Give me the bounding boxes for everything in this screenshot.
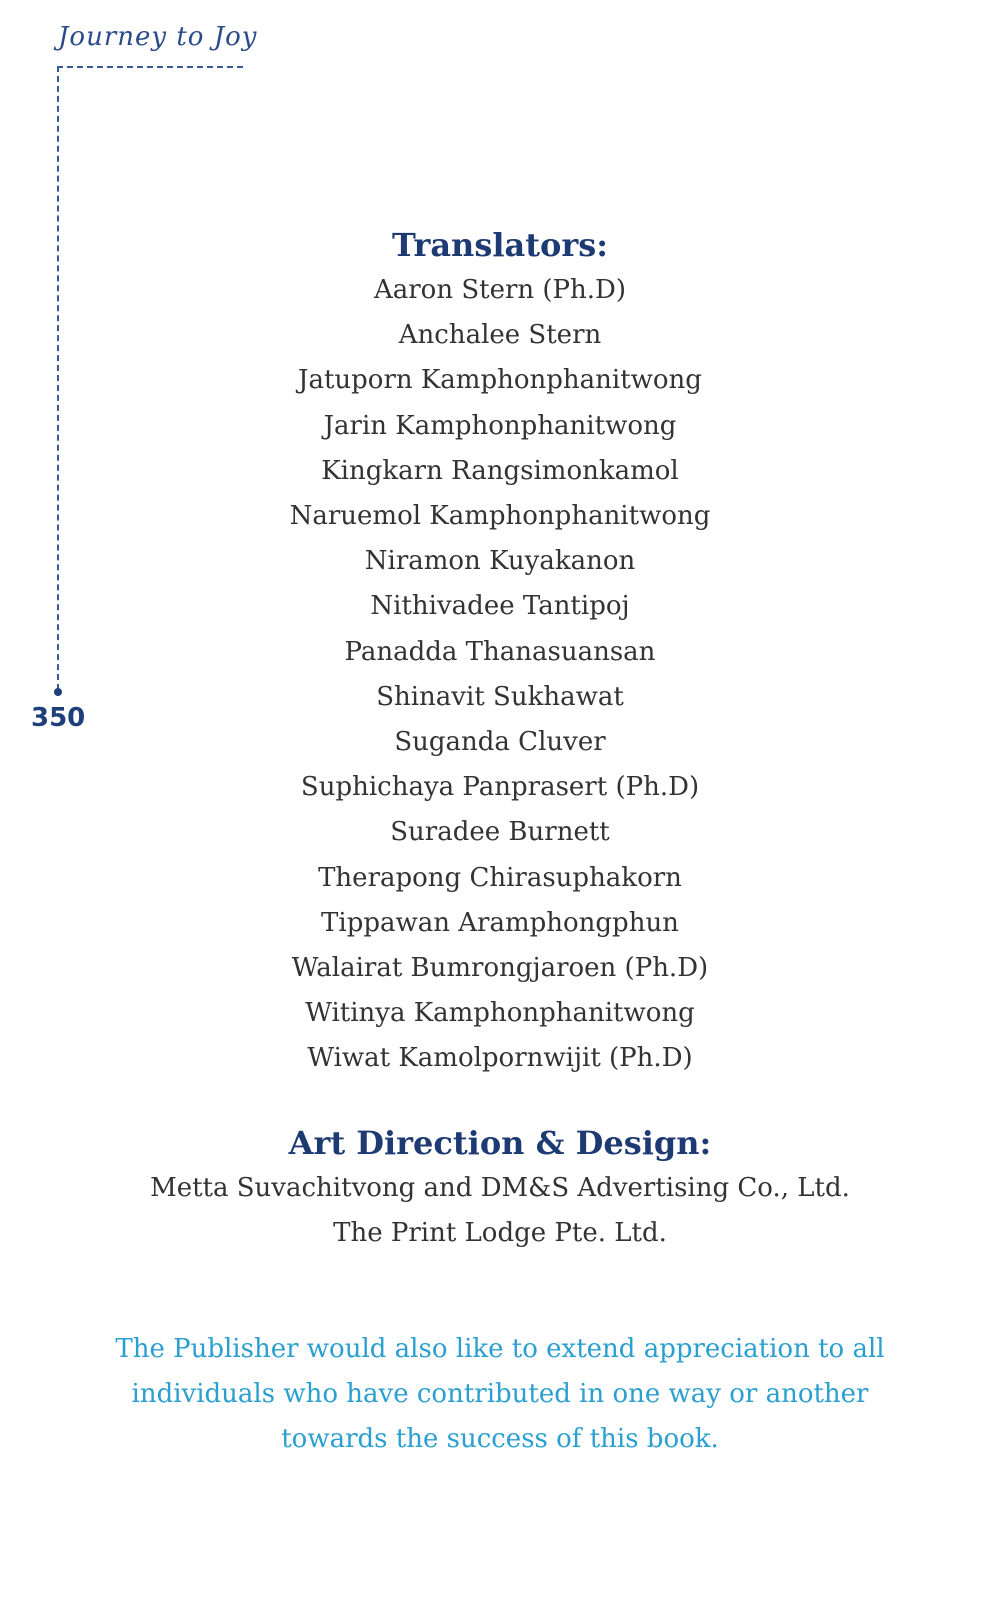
- translator-name: Nithivadee Tantipoj: [370, 591, 630, 622]
- translator-name: Aaron Stern (Ph.D): [373, 275, 627, 305]
- running-head-title: Journey to Joy: [58, 22, 258, 52]
- translator-name: Kingkarn Rangsimonkamol: [321, 455, 679, 486]
- translator-name: Jarin Kamphonphanitwong: [323, 410, 677, 441]
- translator-name: Walairat Bumrongjaroen (Ph.D): [291, 953, 709, 984]
- design-heading: Art Direction & Design:: [288, 1124, 712, 1162]
- translator-name: Suradee Burnett: [390, 817, 610, 848]
- header-dashed-rule: [57, 66, 243, 68]
- translator-name: Therapong Chirasuphakorn: [318, 862, 682, 893]
- translator-name: Wiwat Kamolpornwijit (Ph.D): [307, 1043, 693, 1074]
- design-section: [0, 1120, 1000, 1256]
- design-credit: Metta Suvachitvong and DM&S Advertising Co., Ltd.: [150, 1173, 850, 1203]
- translators-heading: Translators:: [391, 226, 609, 264]
- translator-name: Tippawan Aramphongphun: [321, 907, 679, 938]
- translator-name: Witinya Kamphonphanitwong: [305, 998, 695, 1029]
- translator-name: Niramon Kuyakanon: [364, 546, 636, 577]
- translators-list: [0, 268, 1000, 1082]
- translators-section: [0, 222, 1000, 1082]
- translator-name: Suphichaya Panprasert (Ph.D): [300, 772, 700, 803]
- appreciation-note: The Publisher would also like to extend appreciation to all individuals who have contributed in one way or another towards the success of this book.: [115, 1334, 885, 1454]
- translator-name: Naruemol Kamphonphanitwong: [289, 501, 711, 532]
- design-credit: The Print Lodge Pte. Ltd.: [333, 1218, 667, 1248]
- page-number: 350: [31, 703, 86, 733]
- translator-name: Panadda Thanasuansan: [344, 636, 656, 667]
- translator-name: Anchalee Stern: [398, 320, 602, 351]
- translator-name: Jatuporn Kamphonphanitwong: [298, 365, 702, 396]
- translator-name: Shinavit Sukhawat: [376, 681, 624, 712]
- design-credits-list: [0, 1166, 1000, 1256]
- translator-name: Suganda Cluver: [394, 727, 606, 758]
